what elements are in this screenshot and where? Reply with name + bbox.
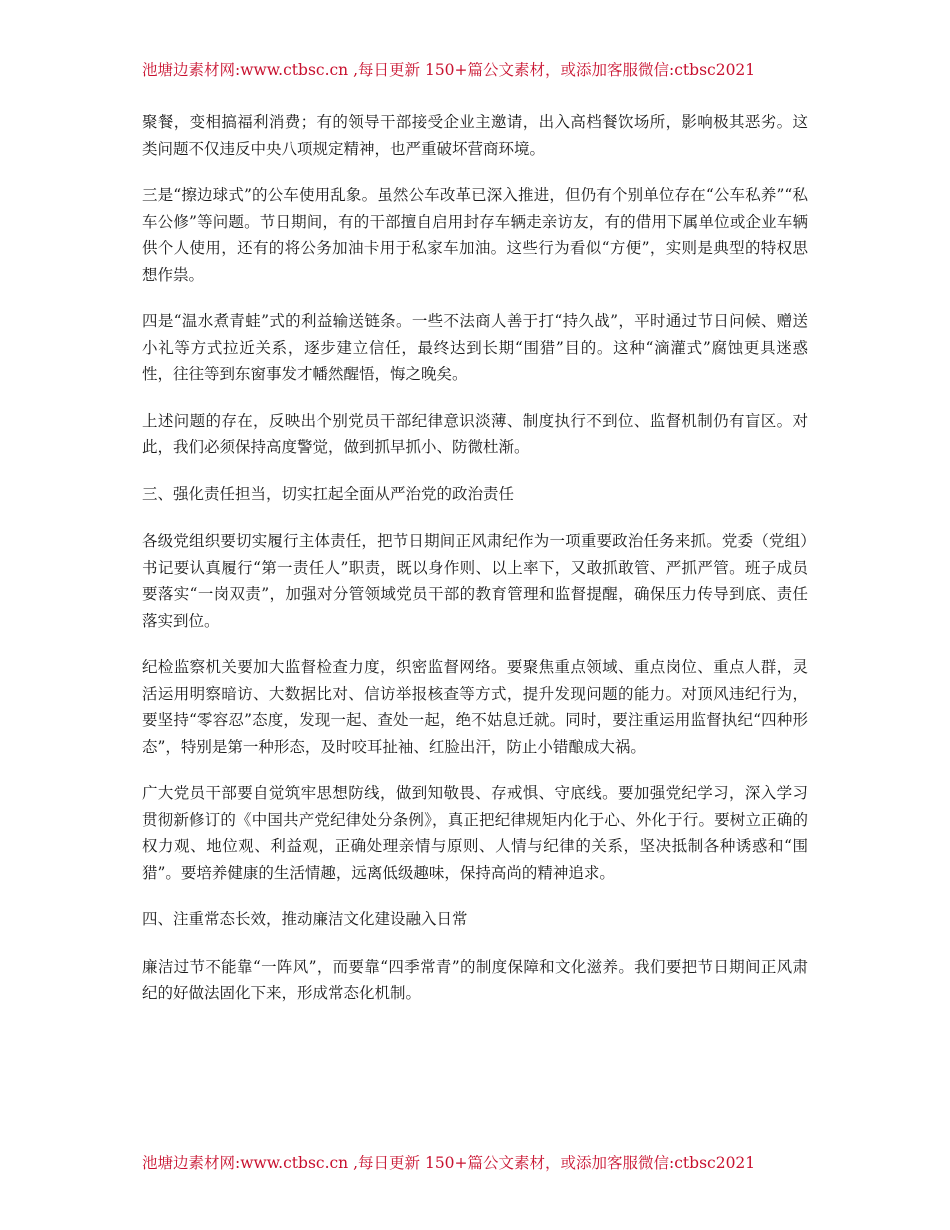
paragraph: 廉洁过节不能靠“一阵风”，而要靠“四季常青”的制度保障和文化滋养。我们要把节日期间正风肃纪的好做法固化下来，形成常态化机制。 <box>142 957 808 1002</box>
paragraph: 纪检监察机关要加大监督检查力度，织密监督网络。要聚焦重点领域、重点岗位、重点人群，灵活运用明察暗访、大数据比对、信访举报核查等方式，提升发现问题的能力。对顶风违纪行为，要坚持“零容忍”态度，发现一起、查处一起，绝不姑息迁就。同时，要注重运用监督执纪“四种形态”，特别是第一种形态，及时咬耳扯袖、红脸出汗，防止小错酿成大祸。 <box>142 658 808 756</box>
paragraph: 三是“擦边球式”的公车使用乱象。虽然公车改革已深入推进，但仍有个别单位存在“公车私养”“私车公修”等问题。节日期间，有的干部擅自启用封存车辆走亲访友，有的借用下属单位或企业车辆供个人使用，还有的将公务加油卡用于私家车加油。这些行为看似“方便”，实则是典型的特权思想作祟。 <box>142 186 808 284</box>
footer-watermark-banner: 池塘边素材网:www.ctbsc.cn ,每日更新 150+篇公文素材，或添加客服微信:ctbsc2021 <box>142 1154 756 1172</box>
header-watermark-banner: 池塘边素材网:www.ctbsc.cn ,每日更新 150+篇公文素材，或添加客服微信:ctbsc2021 <box>142 61 756 79</box>
paragraph: 四是“温水煮青蛙”式的利益输送链条。一些不法商人善于打“持久战”，平时通过节日问候、赠送小礼等方式拉近关系，逐步建立信任，最终达到长期“围猎”目的。这种“滴灌式”腐蚀更具迷惑性，往往等到东窗事发才幡然醒悟，悔之晚矣。 <box>142 312 808 383</box>
paragraph: 广大党员干部要自觉筑牢思想防线，做到知敬畏、存戒惧、守底线。要加强党纪学习，深入学习贯彻新修订的《中国共产党纪律处分条例》，真正把纪律规矩内化于心、外化于行。要树立正确的权力观、地位观、利益观，正确处理亲情与原则、人情与纪律的关系，坚决抵制各种诱惑和“围猎”。要培养健康的生活情趣，远离低级趣味，保持高尚的精神追求。 <box>142 784 808 882</box>
paragraph: 聚餐，变相搞福利消费；有的领导干部接受企业主邀请，出入高档餐饮场所，影响极其恶劣。这类问题不仅违反中央八项规定精神，也严重破坏营商环境。 <box>142 113 808 158</box>
paragraph: 上述问题的存在，反映出个别党员干部纪律意识淡薄、制度执行不到位、监督机制仍有盲区。对此，我们必须保持高度警觉，做到抓早抓小、防微杜渐。 <box>142 411 808 456</box>
section-heading: 四、注重常态长效，推动廉洁文化建设融入日常 <box>142 910 468 928</box>
paragraph: 各级党组织要切实履行主体责任，把节日期间正风肃纪作为一项重要政治任务来抓。党委（党组）书记要认真履行“第一责任人”职责，既以身作则、以上率下，又敢抓敢管、严抓严管。班子成员要落实“一岗双责”，加强对分管领域党员干部的教育管理和监督提醒，确保压力传导到底、责任落实到位。 <box>142 532 808 630</box>
document-body <box>142 109 808 1027</box>
section-heading: 三、强化责任担当，切实扛起全面从严治党的政治责任 <box>142 484 515 503</box>
